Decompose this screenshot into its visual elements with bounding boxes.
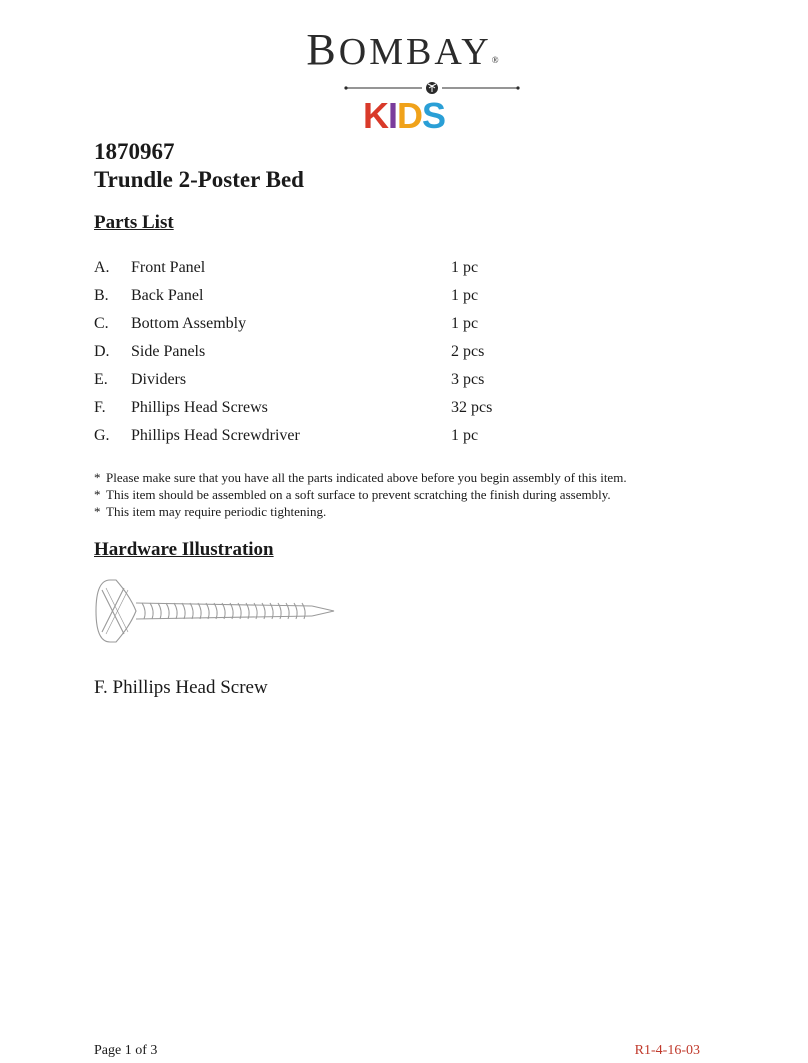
part-quantity: 1 pc [451,427,479,444]
wordmark-rest: OMBAY [338,31,492,73]
part-name: Dividers [131,371,187,388]
note-item [94,486,627,503]
hardware-caption: F. Phillips Head Screw [94,677,268,698]
part-name: Front Panel [131,259,206,276]
parts-row [94,254,694,282]
bombay-wordmark [0,25,808,74]
assembly-notes [94,469,627,520]
part-letter: F. [94,399,106,416]
note-bullet: * [94,470,101,485]
parts-row [94,282,694,310]
kids-letter-s: S [422,95,446,136]
kids-letter-i: I [387,95,397,136]
product-title-block [94,138,304,194]
parts-row [94,338,694,366]
part-quantity: 1 pc [451,287,479,304]
parts-list-heading: Parts List [94,212,174,233]
part-quantity: 32 pcs [451,399,493,416]
note-item [94,503,627,520]
part-quantity: 3 pcs [451,371,485,388]
parts-row [94,310,694,338]
part-letter: A. [94,259,110,276]
brand-logo [0,25,808,74]
revision-code: R1-4-16-03 [634,1043,700,1058]
product-name: Trundle 2-Poster Bed [94,167,304,192]
product-number: 1870967 [94,139,175,164]
hardware-heading: Hardware Illustration [94,539,274,560]
kids-letter-d: D [397,95,422,136]
registered-mark: ® [491,55,502,65]
part-letter: C. [94,315,109,332]
part-name: Back Panel [131,287,204,304]
part-name: Phillips Head Screwdriver [131,427,300,444]
palm-tree-emblem-icon [344,82,520,94]
part-name: Phillips Head Screws [131,399,268,416]
note-bullet: * [94,504,101,519]
note-item [94,469,627,486]
part-letter: D. [94,343,110,360]
note-bullet: * [94,487,101,502]
phillips-screw-icon [92,576,338,646]
page-number: Page 1 of 3 [94,1043,158,1058]
part-letter: B. [94,287,109,304]
part-quantity: 1 pc [451,259,479,276]
parts-row [94,422,694,450]
kids-wordmark [0,96,808,136]
wordmark-initial: B [306,25,339,74]
part-quantity: 1 pc [451,315,479,332]
note-text: This item may require periodic tightening. [106,504,327,519]
kids-letter-k: K [362,95,388,136]
parts-list [94,254,694,450]
part-quantity: 2 pcs [451,343,485,360]
note-text: This item should be assembled on a soft surface to prevent scratching the finish during assembly. [106,487,611,502]
parts-row [94,394,694,422]
part-name: Side Panels [131,343,206,360]
parts-row [94,366,694,394]
part-letter: G. [94,427,110,444]
note-text: Please make sure that you have all the parts indicated above before you begin assembly of this item. [106,470,627,485]
part-name: Bottom Assembly [131,315,247,332]
part-letter: E. [94,371,108,388]
